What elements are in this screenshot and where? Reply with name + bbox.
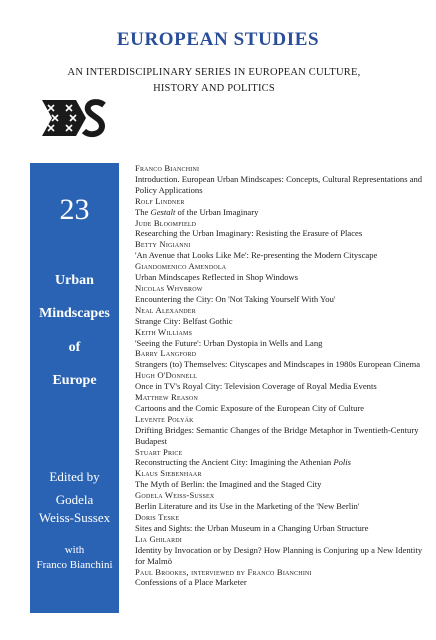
contents-entry — [135, 283, 427, 305]
entry-author: Neal Alexander — [135, 304, 196, 315]
contents-entry — [135, 370, 427, 392]
title-italic-text: Polis — [333, 457, 352, 468]
series-title: EUROPEAN STUDIES — [116, 29, 320, 50]
entry-author: Doris Teske — [135, 512, 180, 522]
entry-title — [135, 207, 427, 218]
entry-title: Researching the Urban Imaginary: Resisting the Erasure of Places — [135, 228, 363, 239]
book-title-word: Europe — [52, 373, 97, 388]
entry-title: Berlin Literature and its Use in the Marketing of the 'New Berlin' — [135, 501, 360, 512]
volume-number: 23 — [59, 193, 90, 226]
contents-entry — [135, 348, 427, 370]
entry-title: Introduction. European Urban Mindscapes: Concepts, Cultural Representations and Policy Applications — [135, 173, 423, 195]
title-text: of the Urban Imaginary — [175, 206, 259, 217]
entry-title: The Myth of Berlin: the Imagined and the Staged City — [135, 479, 322, 490]
entry-author: Franco Bianchini — [135, 163, 200, 173]
contents-entry — [135, 392, 427, 414]
entry-title: Sites and Sights: the Urban Museum in a Changing Urban Structure — [135, 522, 369, 533]
entry-author: Godela Weiss-Sussex — [135, 490, 215, 501]
contents-entry — [135, 414, 427, 447]
entry-author: Lia Ghilardi — [135, 533, 182, 544]
contents-entry — [135, 305, 427, 327]
entry-title: Identity by Invocation or by Design? How Planning is Conjuring up a New Identity for Malmö — [135, 544, 423, 566]
contents-entry — [135, 512, 427, 534]
entry-author: Nicolas Whybrow — [135, 282, 203, 293]
entry-title: Confessions of a Place Marketer — [135, 577, 247, 588]
entry-title: Encountering the City: On 'Not Taking Yourself With You' — [135, 293, 336, 304]
book-title-word: of — [68, 340, 81, 355]
with-label: with — [64, 544, 85, 556]
entry-author: Jude Bloomfield — [135, 217, 197, 228]
entry-author: Paul Brookes, interviewed by Franco Bianchini — [135, 566, 312, 577]
contents-entry — [135, 239, 427, 261]
entry-title: Strangers (to) Themselves: Cityscapes and Mindscapes in 1980s European Cinema — [135, 359, 421, 370]
entry-title: Once in TV's Royal City: Television Coverage of Royal Media Events — [135, 381, 377, 392]
book-title-word: Mindscapes — [39, 306, 110, 321]
entry-title — [135, 457, 427, 468]
contents-entry — [135, 534, 427, 567]
title-italic-text: Gestalt — [150, 206, 176, 217]
title-text: Reconstructing the Ancient City: Imagining the Athenian — [135, 457, 334, 468]
series-subtitle: AN INTERDISCIPLINARY SERIES IN EUROPEAN CULTURE, HISTORY AND POLITICS — [67, 67, 361, 94]
table-of-contents — [135, 163, 427, 588]
entry-author: Matthew Reason — [135, 392, 198, 403]
entry-author: Barry Langford — [135, 348, 197, 359]
contents-entry — [135, 261, 427, 283]
entry-title: Drifting Bridges: Semantic Changes of the Bridge Metaphor in Twentieth-Century Budapest — [135, 424, 419, 446]
entry-author: Rolf Lindner — [135, 195, 185, 206]
entry-title: 'Seeing the Future': Urban Dystopia in Wells and Lang — [135, 337, 323, 348]
co-editor-name: Franco Bianchini — [36, 559, 113, 571]
entry-author: Stuart Price — [135, 446, 183, 457]
editor-name-line: Weiss-Sussex — [38, 510, 111, 525]
entry-author: Hugh O'Donnell — [135, 370, 198, 381]
entry-title: Strange City: Belfast Gothic — [135, 315, 233, 326]
entry-author: Giandomenico Amendola — [135, 261, 227, 272]
contents-entry — [135, 196, 427, 218]
entry-title: 'An Avenue that Looks Like Me': Re-presenting the Modern Cityscape — [135, 250, 378, 261]
contents-entry — [135, 447, 427, 469]
editor-name — [30, 491, 119, 527]
contents-entry — [135, 327, 427, 349]
editor-name-line: Godela — [55, 492, 94, 507]
series-logo-icon — [40, 98, 106, 138]
entry-title: Urban Mindscapes Reflected in Shop Windows — [135, 272, 298, 283]
entry-author: Betty Nigianni — [135, 239, 191, 250]
spine-panel — [30, 163, 119, 613]
contents-entry — [135, 468, 427, 490]
contents-entry — [135, 218, 427, 240]
entry-author: Levente Polyák — [135, 413, 194, 424]
contents-entry — [135, 567, 427, 589]
contents-entry — [135, 163, 427, 196]
edited-by-label: Edited by — [49, 469, 100, 484]
entry-author: Keith Williams — [135, 326, 193, 337]
entry-title: Cartoons and the Comic Exposure of the European City of Culture — [135, 402, 365, 413]
title-text: The — [135, 206, 151, 217]
entry-author: Klaus Siebenhaar — [135, 468, 202, 479]
contents-entry — [135, 490, 427, 512]
book-title-word: Urban — [55, 273, 94, 288]
